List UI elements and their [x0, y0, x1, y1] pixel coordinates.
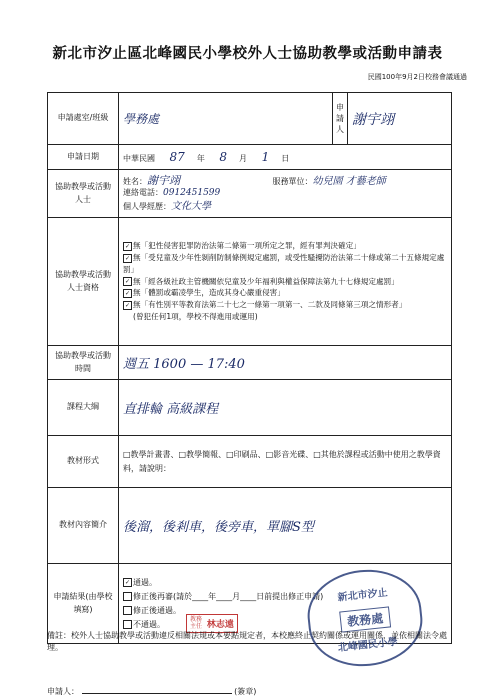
qualification-text: 無「有性別平等教育法第二十七之一條第一項第一、二款及同條第三項之情形者」: [133, 300, 407, 310]
qualification-item[interactable]: [123, 287, 447, 299]
time-field[interactable]: [119, 346, 452, 380]
helper-name-label: 姓名：: [123, 177, 147, 186]
qualification-label: 協助教學或活動人士資格: [48, 218, 119, 346]
content-label: 教材內容簡介: [48, 488, 119, 564]
checkbox-icon[interactable]: [123, 620, 132, 629]
content-field[interactable]: [119, 488, 452, 564]
applicant-label: 申請人: [333, 93, 348, 145]
helper-phone: 0912451599: [163, 188, 221, 199]
date-day: 1: [261, 150, 270, 164]
helper-field[interactable]: [119, 170, 452, 218]
helper-name: 謝宇翊: [147, 174, 180, 187]
checkbox-icon[interactable]: ✓: [124, 289, 131, 297]
row-outline: [48, 380, 452, 436]
result-opt1: 通過。: [133, 577, 157, 587]
row-helper: [48, 170, 452, 218]
checkbox-icon[interactable]: ✓: [124, 578, 131, 586]
checkbox-icon[interactable]: ✓: [124, 278, 131, 286]
signature-line[interactable]: [47, 686, 256, 697]
date-day-unit: 日: [281, 154, 290, 163]
applicant-unit-value: 學務處: [123, 112, 160, 126]
helper-edu-label: 個人學經歷：: [123, 201, 171, 211]
seal-line3: 北峰國民小學: [337, 636, 399, 654]
signature-field[interactable]: [82, 693, 232, 694]
date-month-unit: 月: [239, 154, 248, 163]
stamp-role: 教務主任: [190, 616, 203, 630]
result-opt3: 修正後通過。: [133, 605, 181, 615]
approval-note: 民國100年9月2日校務會議通過: [367, 73, 467, 81]
seal-line1: 新北市汐止: [337, 587, 389, 604]
date-label: 申請日期: [48, 145, 119, 170]
helper-unit-label: 服務單位：: [272, 177, 313, 186]
qualification-item[interactable]: [123, 240, 447, 252]
row-date: [48, 145, 452, 170]
form-title: 新北市汐止區北峰國民小學校外人士協助教學或活動申請表: [52, 46, 443, 62]
helper-phone-label: 連絡電話：: [123, 188, 163, 198]
checkbox-icon[interactable]: ✓: [124, 242, 131, 250]
sign-label: 申請人：: [47, 687, 79, 696]
qualification-text: 無「犯性侵害犯罪防治法第二條第一項所定之罪，經有罪判決確定」: [133, 241, 361, 251]
footer-remark: 備註：校外人士協助教學或活動違反相關法規或本要點規定者，本校應終止契約關係或運用關係，並依相關法令處理。: [47, 631, 447, 652]
checkbox-icon[interactable]: [123, 592, 132, 601]
materials-field[interactable]: □教學計畫書、□教學簡報、□印刷品、□影音光碟、□其他於課程或活動中使用之教學資料，請說明：: [119, 436, 452, 488]
date-month: 8: [219, 150, 228, 164]
outline-value: 直排輪 高級課程: [123, 402, 219, 417]
outline-label: 課程大綱: [48, 380, 119, 436]
result-opt2: 修正後再審(請於____年____月____日前提出修正申請): [133, 591, 324, 601]
date-field[interactable]: [119, 145, 452, 170]
application-form: [47, 92, 452, 644]
row-applicant: [48, 93, 452, 145]
qualification-text: 無「受兒童及少年性剝削防制條例規定處罰，或受性騷擾防治法第二十條或第二十五條規定處罰」: [123, 253, 445, 274]
qualification-item[interactable]: [123, 252, 447, 276]
applicant-value: 謝宇翊: [352, 111, 394, 128]
time-value: 週五 1600 — 17:40: [123, 357, 245, 372]
qualification-field: [119, 218, 452, 346]
content-value: 後溜，後剎車，後旁車，單腳S型: [123, 520, 314, 535]
checkbox-icon[interactable]: ✓: [124, 301, 131, 309]
qualification-item[interactable]: [123, 299, 447, 311]
row-content: [48, 488, 452, 564]
applicant-field[interactable]: [348, 93, 452, 145]
qualification-text: 無「體罰或霸凌學生，造成其身心嚴重侵害」: [133, 288, 285, 298]
result-label: 申請結果(由學校填寫): [48, 564, 119, 644]
qualification-text: 無「經各級社政主管機關依兒童及少年福利與權益保障法第九十七條規定處罰」: [133, 276, 399, 286]
stamp-name: 林志遠: [206, 620, 234, 631]
qualification-remark: (曾犯任何1項，學校不得進用或運用): [133, 311, 258, 321]
sign-suffix: (簽章): [234, 687, 257, 696]
helper-unit: 幼兒園 才藝老師: [312, 176, 386, 187]
checkbox-icon[interactable]: [123, 606, 132, 615]
result-opt4: 不通過。: [133, 619, 165, 629]
seal-line2: 教務處: [339, 606, 391, 632]
applicant-unit-label: 申請處室/班級: [48, 93, 119, 145]
outline-field[interactable]: [119, 380, 452, 436]
row-time: [48, 346, 452, 380]
date-year: 87: [169, 150, 185, 164]
date-year-unit: 年: [196, 154, 205, 163]
date-prefix: 中華民國: [123, 154, 155, 163]
helper-edu: 文化大學: [171, 200, 211, 212]
time-label: 協助教學或活動時間: [48, 346, 119, 380]
row-materials: [48, 436, 452, 488]
checkbox-icon[interactable]: ✓: [124, 254, 131, 262]
helper-label: 協助教學或活動人士: [48, 170, 119, 218]
materials-label: 教材形式: [48, 436, 119, 488]
applicant-unit-field[interactable]: [119, 93, 333, 145]
qualification-item[interactable]: [123, 276, 447, 288]
row-qualification: [48, 218, 452, 346]
